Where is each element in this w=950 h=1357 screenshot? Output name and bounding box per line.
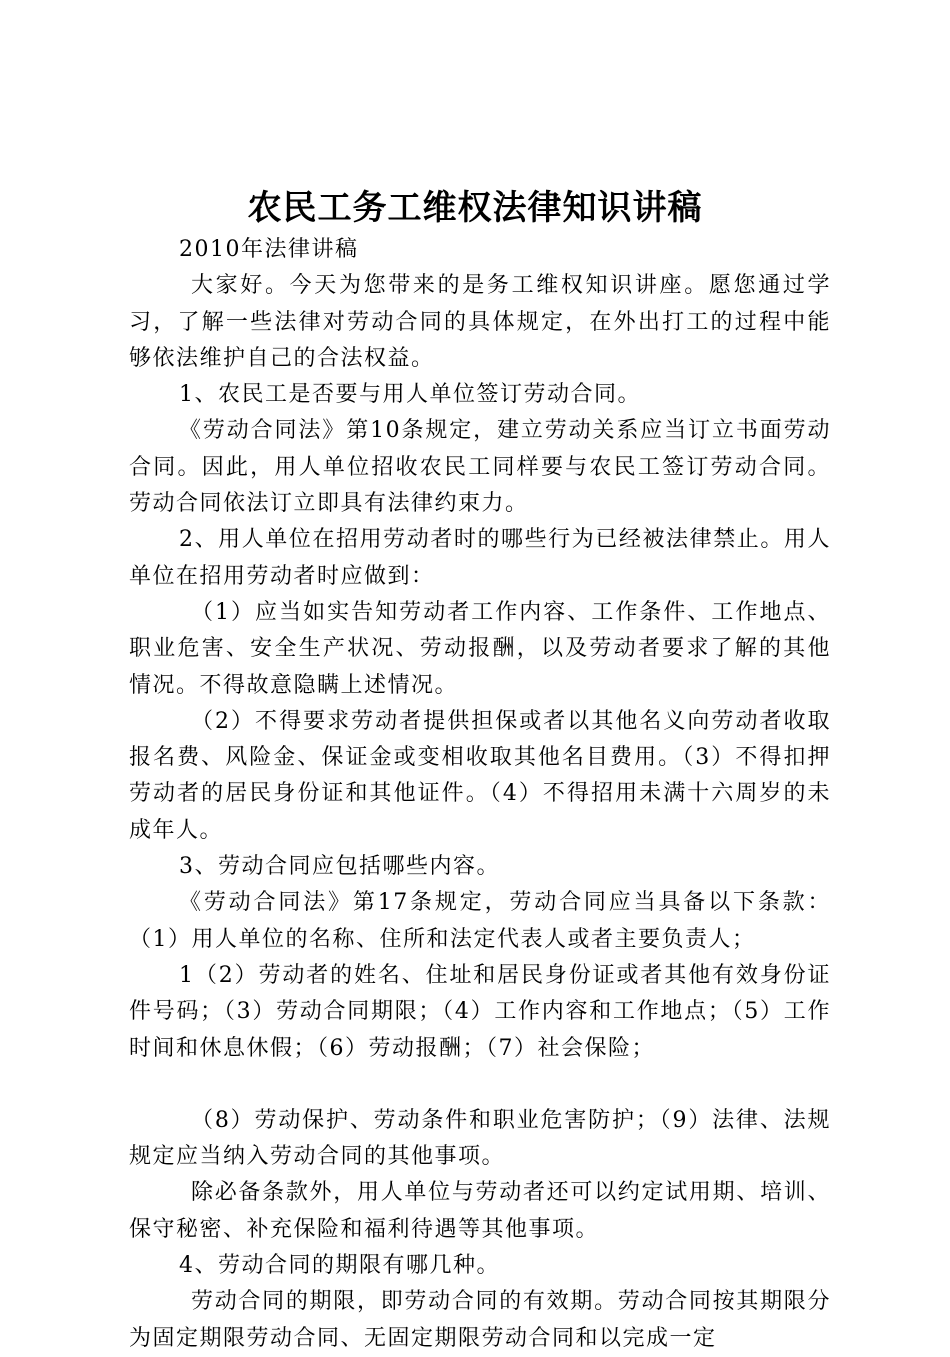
paragraph-heading-2: 2、用人单位在招用劳动者时的哪些行为已经被法律禁止。用人单位在招用劳动者时应做到： [129, 527, 831, 589]
paragraph-intro: 大家好。今天为您带来的是务工维权知识讲座。愿您通过学习，了解一些法律对劳动合同的具体规定，在外出打工的过程中能够依法维护自己的合法权益。 [129, 273, 831, 371]
paragraph-body: 《劳动合同法》第10条规定，建立劳动关系应当订立书面劳动合同。因此，用人单位招收农民工同样要与农民工签订劳动合同。劳动合同依法订立即具有法律约束力。 [129, 418, 831, 517]
paragraph-item: （2）不得要求劳动者提供担保或者以其他名义向劳动者收取报名费、风险金、保证金或变相收取其他名目费用。（3）不得扣押劳动者的居民身份证和其他证件。（4）不得招用未满十六周岁的未成年人。 [129, 708, 831, 843]
paragraph-gap [129, 1067, 831, 1103]
paragraph-body: 《劳动合同法》第17条规定，劳动合同应当具备以下条款：（1）用人单位的名称、住所和法定代表人或者主要负责人； [129, 890, 831, 952]
paragraph-item: （1）应当如实告知劳动者工作内容、工作条件、工作地点、职业危害、安全生产状况、劳动报酬，以及劳动者要求了解的其他情况。不得故意隐瞒上述情况。 [129, 599, 831, 698]
document-body [129, 232, 831, 1357]
paragraph-heading-1: 1、农民工是否要与用人单位签订劳动合同。 [179, 382, 641, 408]
paragraph-body: （8）劳动保护、劳动条件和职业危害防护；（9）法律、法规规定应当纳入劳动合同的其他事项。 [129, 1107, 831, 1170]
paragraph-body: 除必备条款外，用人单位与劳动者还可以约定试用期、培训、保守秘密、补充保险和福利待遇等其他事项。 [129, 1180, 831, 1242]
paragraph-body: 1（2）劳动者的姓名、住址和居民身份证或者其他有效身份证件号码；（3）劳动合同期限；（4）工作内容和工作地点；（5）工作时间和休息休假；（6）劳动报酬；（7）社会保险； [129, 962, 831, 1061]
document-title: 农民工务工维权法律知识讲稿 [247, 188, 703, 228]
paragraph-heading-4: 4、劳动合同的期限有哪几种。 [179, 1253, 500, 1279]
paragraph-subtitle: 2010年法律讲稿 [179, 237, 359, 262]
paragraph-heading-3: 3、劳动合同应包括哪些内容。 [179, 854, 500, 880]
paragraph-body: 劳动合同的期限，即劳动合同的有效期。劳动合同按其期限分为固定期限劳动合同、无固定期限劳动合同和以完成一定 [129, 1289, 831, 1351]
